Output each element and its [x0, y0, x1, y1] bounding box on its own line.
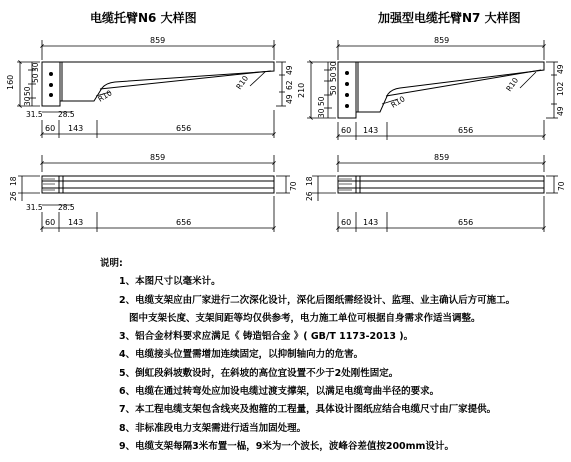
- right-height-part-5: 30: [329, 61, 338, 71]
- left-top-length: 859: [150, 36, 166, 45]
- left-bolt-holes: [49, 72, 53, 97]
- left-seg-656: 656: [176, 124, 192, 133]
- left-height-part-3: 50: [31, 73, 40, 83]
- right-b-seg-656: 656: [458, 218, 474, 227]
- right-height-part-2: 50: [317, 96, 326, 106]
- right-bottom-length: 859: [434, 153, 450, 162]
- left-height-part-1: 30: [23, 96, 32, 106]
- left-seg-28-5: 28.5: [58, 110, 75, 119]
- right-height-part-4: 50: [329, 72, 338, 82]
- left-right-part-3: 49: [285, 94, 294, 104]
- right-radius-tip: R10: [504, 75, 521, 94]
- right-thick-26: 26: [305, 191, 314, 201]
- note-item: 4、电缆接头位置需增加连续固定，以抑制轴向力的危害。: [119, 349, 364, 361]
- left-height-part-2: 50: [23, 86, 32, 96]
- right-height-part-1: 30: [317, 108, 326, 118]
- note-item: 5、倒虹段斜坡敷设时，在斜坡的高位宜设置不少于2处刚性固定。: [119, 367, 399, 379]
- note-item: 1、本图尺寸以毫米计。: [119, 276, 221, 288]
- right-seg-143: 143: [363, 126, 379, 135]
- right-height-total: 210: [297, 82, 306, 98]
- left-height-part-4: 30: [31, 62, 40, 72]
- left-seg-60: 60: [45, 124, 56, 133]
- left-bottom-length: 859: [150, 153, 166, 162]
- left-b-seg-28-5: 28.5: [58, 203, 75, 212]
- left-seg-31-5: 31.5: [26, 110, 43, 119]
- right-seg-60: 60: [341, 126, 352, 135]
- left-radius-tip: R10: [234, 73, 251, 92]
- left-thick-18: 18: [9, 176, 18, 186]
- note-item: 8、非标准段电力支架需进行适当加固处理。: [119, 422, 307, 434]
- left-b-seg-60: 60: [45, 218, 56, 227]
- left-b-seg-143: 143: [68, 218, 84, 227]
- left-thick-70: 70: [289, 181, 298, 191]
- right-radius-inner: R10: [389, 94, 407, 110]
- right-right-part-2: 102: [556, 81, 565, 96]
- left-thick-26: 26: [9, 191, 18, 201]
- notes-heading: 说明:: [100, 258, 123, 269]
- right-height-part-3: 50: [329, 85, 338, 95]
- left-b-seg-31-5: 31.5: [26, 203, 43, 212]
- left-b-seg-656: 656: [176, 218, 192, 227]
- note-item: 6、电缆在通过转弯处应加设电缆过渡支撑架，以满足电缆弯曲半径的要求。: [119, 386, 440, 398]
- note-item-continuation: 图中支架长度、支架间距等均仅供参考，电力施工单位可根据自身需求作适当调整。: [129, 312, 481, 324]
- right-seg-656: 656: [458, 126, 474, 135]
- left-title: 电缆托臂N6 大样图: [90, 11, 197, 25]
- left-right-part-2: 62: [285, 80, 294, 90]
- left-bottom-view: [42, 176, 274, 193]
- right-right-part-1: 49: [556, 64, 565, 74]
- left-height-total: 160: [6, 74, 15, 90]
- right-bolt-holes: [345, 71, 349, 108]
- right-right-part-3: 49: [556, 106, 565, 116]
- left-top-dimension: [42, 36, 274, 60]
- right-top-length: 859: [434, 36, 450, 45]
- right-b-seg-60: 60: [341, 218, 352, 227]
- right-title: 加强型电缆托臂N7 大样图: [378, 11, 521, 25]
- right-bottom-view: [338, 176, 544, 193]
- left-radius-inner: R10: [96, 88, 114, 104]
- note-item: 9、电缆支架每隔3米布置一榀，9米为一个波长，波峰谷差值按200mm设计。: [119, 440, 454, 452]
- left-seg-143: 143: [68, 124, 84, 133]
- notes-block: [100, 255, 565, 456]
- note-item: 2、电缆支架应由厂家进行二次深化设计，深化后图纸需经设计、监理、业主确认后方可施工。: [119, 294, 516, 306]
- right-thick-18: 18: [305, 176, 314, 186]
- left-right-part-1: 49: [285, 65, 294, 75]
- note-item: 3、铝合金材料要求应满足《 铸造铝合金 》( GB/T 1173-2013 )。: [119, 331, 414, 343]
- right-thick-70: 70: [557, 181, 566, 191]
- note-item: 7、本工程电缆支架包含线夹及抱箍的工程量，具体设计图纸应结合电缆尺寸由厂家提供。: [119, 404, 497, 416]
- right-b-seg-143: 143: [363, 218, 379, 227]
